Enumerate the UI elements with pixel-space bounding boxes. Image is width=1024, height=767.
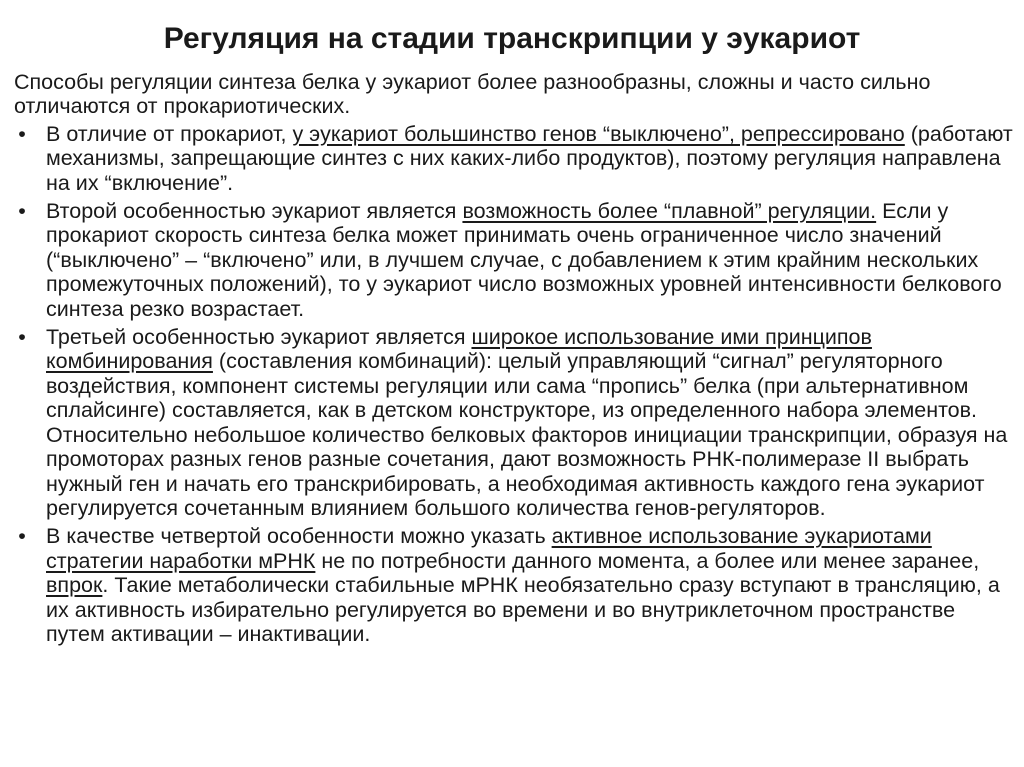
bullet-item xyxy=(14,122,1014,195)
text-segment: Третьей особенностью эукариот является xyxy=(46,325,472,350)
text-segment: (работают механизмы, запрещающие синтез с них каких-либо продуктов), поэтому регуляция направлена на их “включение”. xyxy=(46,121,1013,195)
bullet-item xyxy=(14,325,1014,520)
bullet-text xyxy=(46,325,1007,520)
text-segment: Второй особенностью эукариот является xyxy=(46,199,463,224)
bullet-marker: • xyxy=(18,524,26,549)
text-segment: . Такие метаболически стабильные мРНК необязательно сразу вступают в трансляцию, а их активность избирательно регулируется во времени и во внутриклеточном пространстве путем активации – инактивации. xyxy=(46,573,1000,646)
text-segment: В качестве четвертой особенности можно указать xyxy=(46,524,552,549)
bullet-item xyxy=(14,199,1014,321)
bullet-list xyxy=(14,122,1014,647)
bullet-text xyxy=(46,199,1002,321)
bullet-text xyxy=(46,524,1000,646)
underlined-segment: возможность более “плавной” регуляции. xyxy=(462,199,877,224)
bullet-marker: • xyxy=(18,325,26,350)
slide-content xyxy=(14,70,1014,650)
bullet-item xyxy=(14,524,1014,646)
bullet-marker: • xyxy=(18,121,26,146)
intro-paragraph: Способы регуляции синтеза белка у эукариот более разнообразны, сложны и часто сильно отличаются от прокариотических. xyxy=(14,70,931,119)
text-segment: не по потребности данного момента, а более или менее заранее, xyxy=(315,548,980,573)
underlined-segment: у эукариот большинство генов “выключено”, репрессировано xyxy=(292,121,905,146)
text-segment: В отличие от прокариот, xyxy=(46,121,293,146)
bullet-text xyxy=(46,122,1013,195)
underlined-segment: впрок xyxy=(46,573,103,598)
bullet-marker: • xyxy=(18,199,26,224)
underlined-segment: активное использование эукариотами стратегии наработки мРНК xyxy=(46,524,932,573)
slide-title: Регуляция на стадии транскрипции у эукариот xyxy=(163,22,861,55)
text-segment: (составления комбинаций): целый управляющий “сигнал” регуляторного воздействия, компонент системы регуляции или сама “пропись” белка (при альтернативном сплайсинге) составляется, как в детском конструкторе, из определенного набора элементов. Относительно небольшое количество белковых факторов инициации транскрипции, образуя на промоторах разных генов разные сочетания, дают возможность РНК-полимеразе II выбрать нужный ген и начать его транскрибировать, а необходимая активность каждого гена эукариот регулируется сочетанным влиянием большого количества генов-регуляторов. xyxy=(46,349,1008,520)
underlined-segment: широкое использование ими принципов комбинирования xyxy=(46,325,872,374)
text-segment: Если у прокариот скорость синтеза белка может принимать очень ограниченное число значений (“выключено” – “включено” или, в лучшем случае, с добавлением к этим крайним нескольких промежуточных положений), то у эукариот число возможных уровней интенсивности белкового синтеза резко возрастает. xyxy=(46,199,1002,321)
